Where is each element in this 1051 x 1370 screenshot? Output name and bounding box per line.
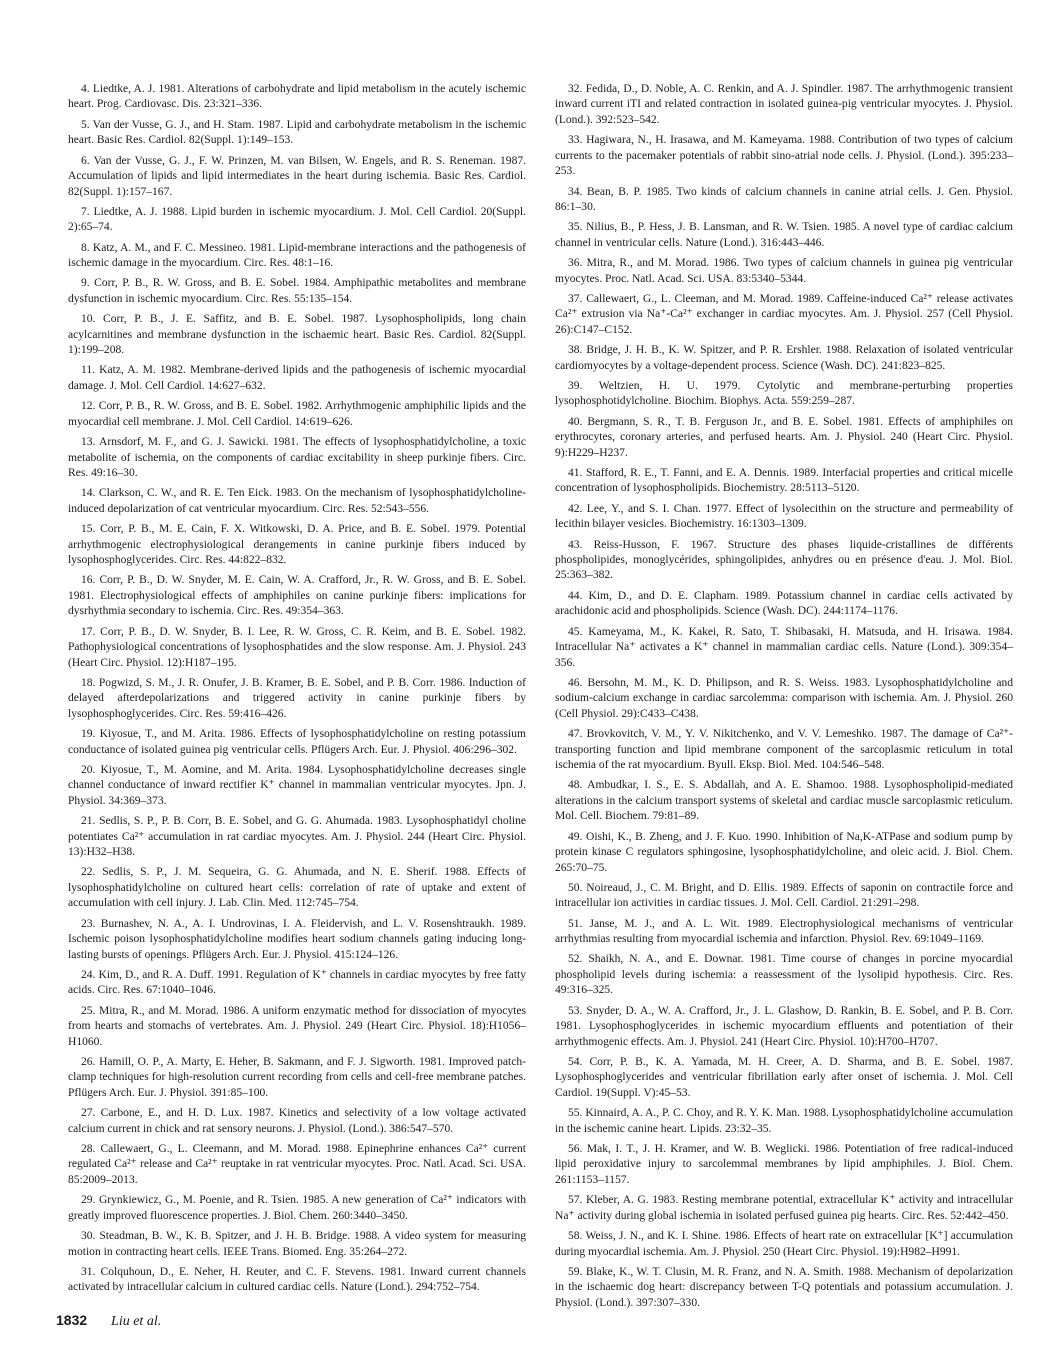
reference-entry: 20. Kiyosue, T., M. Aomine, and M. Arita. 1984. Lysophosphatidylcholine decreases single channel conductance of inward rectifier K⁺ channel in mammalian ventricular myocytes. Jpn. J. Physiol. 34:369–373. [68, 763, 526, 807]
reference-entry: 39. Weltzien, H. U. 1979. Cytolytic and membrane-perturbing properties lysophosphotidylcholine. Biochim. Biophys. Acta. 559:259–287. [555, 379, 1013, 408]
references-column-left [68, 82, 526, 1301]
reference-entry: 36. Mitra, R., and M. Morad. 1986. Two types of calcium channels in guinea pig ventricular myocytes. Proc. Natl. Acad. Sci. USA. 83:5340–5344. [555, 257, 1013, 285]
reference-entry: 27. Carbone, E., and H. D. Lux. 1987. Kinetics and selectivity of a low voltage activated calcium current in chick and rat sensory neurons. J. Physiol. (Lond.). 386:547–570. [68, 1107, 526, 1135]
reference-entry: 31. Colquhoun, D., E. Neher, H. Reuter, and C. F. Stevens. 1981. Inward current channels activated by intracellular calcium in cultured cardiac cells. Nature (Lond.). 294:752–754. [68, 1265, 526, 1294]
reference-entry: 15. Corr, P. B., M. E. Cain, F. X. Witkowski, D. A. Price, and B. E. Sobel. 1979. Potential arrhythmogenic electrophysiological derangements in canine purkinje fibers induced by lysophosphoglycerides. Circ. Res. 44:822–832. [68, 523, 526, 567]
reference-entry: 48. Ambudkar, I. S., E. S. Abdallah, and A. E. Shamoo. 1988. Lysophospholipid-mediated alterations in the calcium transport systems of skeletal and cardiac muscle sarcoplasmic reticulum. Mol. Cell. Biochem. 79:81–89. [555, 779, 1013, 823]
reference-entry: 52. Shaikh, N. A., and E. Downar. 1981. Time course of changes in porcine myocardial phospholipid levels during ischemia: a reassessment of the lysolipid hypothesis. Circ. Res. 49:316–325. [555, 953, 1013, 997]
reference-entry: 38. Bridge, J. H. B., K. W. Spitzer, and P. R. Ershler. 1988. Relaxation of isolated ventricular cardiomyocytes by a voltage-dependent process. Science (Wash. DC). 241:823–825. [555, 344, 1013, 372]
reference-entry: 23. Burnashev, N. A., A. I. Undrovinas, I. A. Fleidervish, and L. V. Rosenshtraukh. 1989. Ischemic poison lysophosphatidylcholine modifies heart sodium channels gating inducing long-lasting bursts of openings. Pflügers Arch. Eur. J. Physiol. 415:124–126. [68, 917, 526, 961]
reference-entry: 50. Noireaud, J., C. M. Bright, and D. Ellis. 1989. Effects of saponin on contractile force and intracellular ion activities in cardiac tissues. J. Mol. Cell. Cardiol. 21:291–298. [555, 881, 1013, 910]
references-column-right [555, 82, 1013, 1316]
reference-entry: 26. Hamill, O. P., A. Marty, E. Heher, B. Sakmann, and F. J. Sigworth. 1981. Improved patch-clamp techniques for high-resolution current recording from cells and cell-free membrane patches. Pflügers Arch. Eur. J. Physiol. 391:85–100. [68, 1055, 526, 1099]
reference-entry: 56. Mak, I. T., J. H. Kramer, and W. B. Weglicki. 1986. Potentiation of free radical-induced lipid peroxidative injury to sarcolemmal membranes by lipid amphiphiles. J. Biol. Chem. 261:1153–1157. [555, 1143, 1013, 1186]
reference-entry: 43. Reiss-Husson, F. 1967. Structure des phases liquide-cristallines de différents phospholipides, monoglycérides, sphingolipides, anhydres ou en présence d'eau. J. Mol. Biol. 25:363–382. [555, 538, 1013, 582]
page-footer [56, 1312, 161, 1330]
reference-entry: 19. Kiyosue, T., and M. Arita. 1986. Effects of lysophosphatidylcholine on resting potassium conductance of isolated guinea pig ventricular cells. Pflügers Arch. Eur. J. Physiol. 406:296–302. [68, 728, 526, 756]
reference-entry: 59. Blake, K., W. T. Clusin, M. R. Franz, and N. A. Smith. 1988. Mechanism of depolarization in the ischaemic dog heart: discrepancy between T-Q potentials and potassium accumulation. J. Physiol. (Lond.). 397:307–330. [555, 1265, 1013, 1309]
reference-entry: 7. Liedtke, A. J. 1988. Lipid burden in ischemic myocardium. J. Mol. Cell Cardiol. 20(Suppl. 2):65–74. [68, 205, 526, 234]
reference-entry: 51. Janse, M. J., and A. L. Wit. 1989. Electrophysiological mechanisms of ventricular arrhythmias resulting from myocardial ischemia and infarction. Physiol. Rev. 69:1049–1169. [555, 917, 1013, 946]
reference-entry: 4. Liedtke, A. J. 1981. Alterations of carbohydrate and lipid metabolism in the acutely ischemic heart. Prog. Cardiovasc. Dis. 23:321–336. [68, 83, 526, 111]
reference-entry: 49. Oishi, K., B. Zheng, and J. F. Kuo. 1990. Inhibition of Na,K-ATPase and sodium pump by protein kinase C regulators sphingosine, lysophosphatidylcholine, and oleic acid. J. Biol. Chem. 265:70–75. [555, 830, 1013, 874]
reference-entry: 32. Fedida, D., D. Noble, A. C. Renkin, and A. J. Spindler. 1987. The arrhythmogenic transient inward current iTI and related contraction in isolated guinea-pig ventricular myocytes. J. Physiol. (Lond.). 392:523–542. [555, 83, 1013, 126]
reference-entry: 45. Kameyama, M., K. Kakei, R. Sato, T. Shibasaki, H. Matsuda, and H. Irisawa. 1984. Intracellular Na⁺ activates a K⁺ channel in mammalian cardiac cells. Nature (Lond.). 309:354–356. [555, 625, 1013, 669]
reference-entry: 22. Sedlis, S. P., J. M. Sequeira, G. G. Ahumada, and N. E. Sherif. 1988. Effects of lysophosphatidylcholine on cultured heart cells: correlation of rate of uptake and extent of accumulation with cell injury. J. Lab. Clin. Med. 112:745–754. [68, 866, 526, 910]
reference-entry: 44. Kim, D., and D. E. Clapham. 1989. Potassium channel in cardiac cells activated by arachidonic acid and phospholipids. Science (Wash. DC). 244:1174–1176. [555, 589, 1013, 618]
reference-entry: 54. Corr, P. B., K. A. Yamada, M. H. Creer, A. D. Sharma, and B. E. Sobel. 1987. Lysophosphoglycerides and ventricular fibrillation early after onset of ischemia. J. Mol. Cell Cardiol. 19(Suppl. V):45–53. [555, 1055, 1013, 1099]
reference-entry: 14. Clarkson, C. W., and R. E. Ten Eick. 1983. On the mechanism of lysophosphatidylcholine-induced depolarization of cat ventricular myocardium. Circ. Res. 52:543–556. [68, 487, 526, 515]
reference-entry: 11. Katz, A. M. 1982. Membrane-derived lipids and the pathogenesis of ischemic myocardial damage. J. Mol. Cell Cardiol. 14:627–632. [68, 364, 526, 392]
reference-entry: 12. Corr, P. B., R. W. Gross, and B. E. Sobel. 1982. Arrhythmogenic amphiphilic lipids and the myocardial cell membrane. J. Mol. Cell Cardiol. 14:619–626. [68, 400, 526, 428]
reference-entry: 21. Sedlis, S. P., P. B. Corr, B. E. Sobel, and G. G. Ahumada. 1983. Lysophosphatidyl choline potentiates Ca²⁺ accumulation in rat cardiac myocytes. Am. J. Physiol. 244 (Heart Circ. Physiol. 13):H32–H38. [68, 815, 526, 859]
reference-entry: 42. Lee, Y., and S. I. Chan. 1977. Effect of lysolecithin on the structure and permeability of lecithin bilayer vesicles. Biochemistry. 16:1303–1309. [555, 502, 1013, 531]
reference-entry: 17. Corr, P. B., D. W. Snyder, B. I. Lee, R. W. Gross, C. R. Keim, and B. E. Sobel. 1982. Pathophysiological concentrations of lysophosphatides and the slow response. Am. J. Physiol. 243 (Heart Circ. Physiol. 12):H187–195. [68, 625, 526, 669]
reference-entry: 25. Mitra, R., and M. Morad. 1986. A uniform enzymatic method for dissociation of myocytes from hearts and stomachs of vertebrates. Am. J. Physiol. 249 (Heart Circ. Physiol. 18):H1056–H1060. [68, 1004, 526, 1048]
reference-entry: 6. Van der Vusse, G. J., F. W. Prinzen, M. van Bilsen, W. Engels, and R. S. Reneman. 1987. Accumulation of lipids and lipid intermediates in the heart during ischemia. Basic Res. Cardiol. 82(Suppl. 1):157–167. [68, 154, 526, 198]
reference-entry: 16. Corr, P. B., D. W. Snyder, M. E. Cain, W. A. Crafford, Jr., R. W. Gross, and B. E. Sobel. 1981. Electrophysiological effects of amphiphiles on canine purkinje fibers: implications for dysrhythmia secondary to ischemia. Circ. Res. 49:354–363. [68, 574, 526, 618]
reference-entry: 29. Grynkiewicz, G., M. Poenie, and R. Tsien. 1985. A new generation of Ca²⁺ indicators with greatly improved fluorescence properties. J. Biol. Chem. 260:3440–3450. [68, 1194, 526, 1222]
reference-entry: 30. Steadman, B. W., K. B. Spitzer, and J. H. B. Bridge. 1988. A video system for measuring motion in contracting heart cells. IEEE Trans. Biomed. Eng. 35:264–272. [68, 1230, 526, 1258]
reference-entry: 10. Corr, P. B., J. E. Saffitz, and B. E. Sobel. 1987. Lysophospholipids, long chain acylcarnitines and membrane dysfunction in the ischaemic heart. Basic Res. Cardiol. 82(Suppl. 1):199–208. [68, 313, 526, 357]
reference-entry: 41. Stafford, R. E., T. Fanni, and E. A. Dennis. 1989. Interfacial properties and critical micelle concentration of lysophospholipids. Biochemistry. 28:5113–5120. [555, 466, 1013, 495]
reference-entry: 58. Weiss, J. N., and K. I. Shine. 1986. Effects of heart rate on extracellular [K⁺] accumulation during myocardial ischemia. Am. J. Physiol. 250 (Heart Circ. Physiol. 19):H982–H991. [555, 1230, 1013, 1258]
reference-entry: 40. Bergmann, S. R., T. B. Ferguson Jr., and B. E. Sobel. 1981. Effects of amphiphiles on erythrocytes, coronary arteries, and perfused hearts. Am. J. Physiol. 240 (Heart Circ. Physiol. 9):H229–H237. [555, 415, 1013, 459]
running-authors: Liu et al. [111, 1314, 162, 1329]
page-number: 1832 [56, 1312, 88, 1328]
reference-entry: 57. Kleber, A. G. 1983. Resting membrane potential, extracellular K⁺ activity and intracellular Na⁺ activity during global ischemia in isolated perfused guinea pig hearts. Circ. Res. 52:442–450. [555, 1194, 1013, 1222]
reference-entry: 46. Bersohn, M. M., K. D. Philipson, and R. S. Weiss. 1983. Lysophosphatidylcholine and sodium-calcium exchange in cardiac sarcolemma: comparison with ischemia. Am. J. Physiol. 260 (Cell Physiol. 29):C433–C438. [555, 676, 1013, 720]
reference-entry: 28. Callewaert, G., L. Cleemann, and M. Morad. 1988. Epinephrine enhances Ca²⁺ current regulated Ca²⁺ release and Ca²⁺ reuptake in rat ventricular myocytes. Proc. Natl. Acad. Sci. USA. 85:2009–2013. [68, 1143, 526, 1186]
reference-entry: 55. Kinnaird, A. A., P. C. Choy, and R. Y. K. Man. 1988. Lysophosphatidylcholine accumulation in the ischemic canine heart. Lipids. 23:32–35. [555, 1107, 1013, 1135]
reference-entry: 13. Arnsdorf, M. F., and G. J. Sawicki. 1981. The effects of lysophosphatidylcholine, a toxic metabolite of ischemia, on the components of cardiac excitability in sheep purkinje fibers. Circ. Res. 49:16–30. [68, 436, 526, 479]
reference-entry: 34. Bean, B. P. 1985. Two kinds of calcium channels in canine atrial cells. J. Gen. Physiol. 86:1–30. [555, 185, 1013, 213]
reference-entry: 47. Brovkovitch, V. M., Y. V. Nikitchenko, and V. V. Lemeshko. 1987. The damage of Ca²⁺-transporting function and lipid membrane component of the sarcoplasmic reticulum in total ischemia of the rat myocardium. Byull. Eksp. Biol. Med. 104:546–548. [555, 728, 1013, 772]
reference-entry: 5. Van der Vusse, G. J., and H. Stam. 1987. Lipid and carbohydrate metabolism in the ischemic heart. Basic Res. Cardiol. 82(Suppl. 1):149–153. [68, 118, 526, 147]
reference-entry: 35. Nilius, B., P. Hess, J. B. Lansman, and R. W. Tsien. 1985. A novel type of cardiac calcium channel in ventricular cells. Nature (Lond.). 316:443–446. [555, 221, 1013, 249]
reference-entry: 33. Hagiwara, N., H. Irasawa, and M. Kameyama. 1988. Contribution of two types of calcium currents to the pacemaker potentials of rabbit sino-atrial node cells. J. Physiol. (Lond.). 395:233–253. [555, 134, 1013, 178]
reference-entry: 53. Snyder, D. A., W. A. Crafford, Jr., J. L. Glashow, D. Rankin, B. E. Sobel, and P. B. Corr. 1981. Lysophosphoglycerides in ischemic myocardium effluents and potentiation of their arrhythmogenic effects. Am. J. Physiol. 241 (Heart Circ. Physiol. 10):H700–H707. [555, 1004, 1013, 1048]
reference-entry: 18. Pogwizd, S. M., J. R. Onufer, J. B. Kramer, B. E. Sobel, and P. B. Corr. 1986. Induction of delayed afterdepolarizations and triggered activity in canine purkinje fibers by lysophosphoglycerides. Circ. Res. 59:416–426. [68, 676, 526, 720]
reference-entry: 9. Corr, P. B., R. W. Gross, and B. E. Sobel. 1984. Amphipathic metabolites and membrane dysfunction in ischemic myocardium. Circ. Res. 55:135–154. [68, 277, 526, 305]
reference-entry: 37. Callewaert, G., L. Cleeman, and M. Morad. 1989. Caffeine-induced Ca²⁺ release activates Ca²⁺ extrusion via Na⁺-Ca²⁺ exchanger in cardiac myocytes. Am. J. Physiol. 257 (Cell Physiol. 26):C147–C152. [555, 292, 1013, 336]
reference-entry: 24. Kim, D., and R. A. Duff. 1991. Regulation of K⁺ channels in cardiac myocytes by free fatty acids. Circ. Res. 67:1040–1046. [68, 968, 526, 997]
reference-entry: 8. Katz, A. M., and F. C. Messineo. 1981. Lipid-membrane interactions and the pathogenesis of ischemic damage in the myocardium. Circ. Res. 48:1–16. [68, 241, 526, 270]
